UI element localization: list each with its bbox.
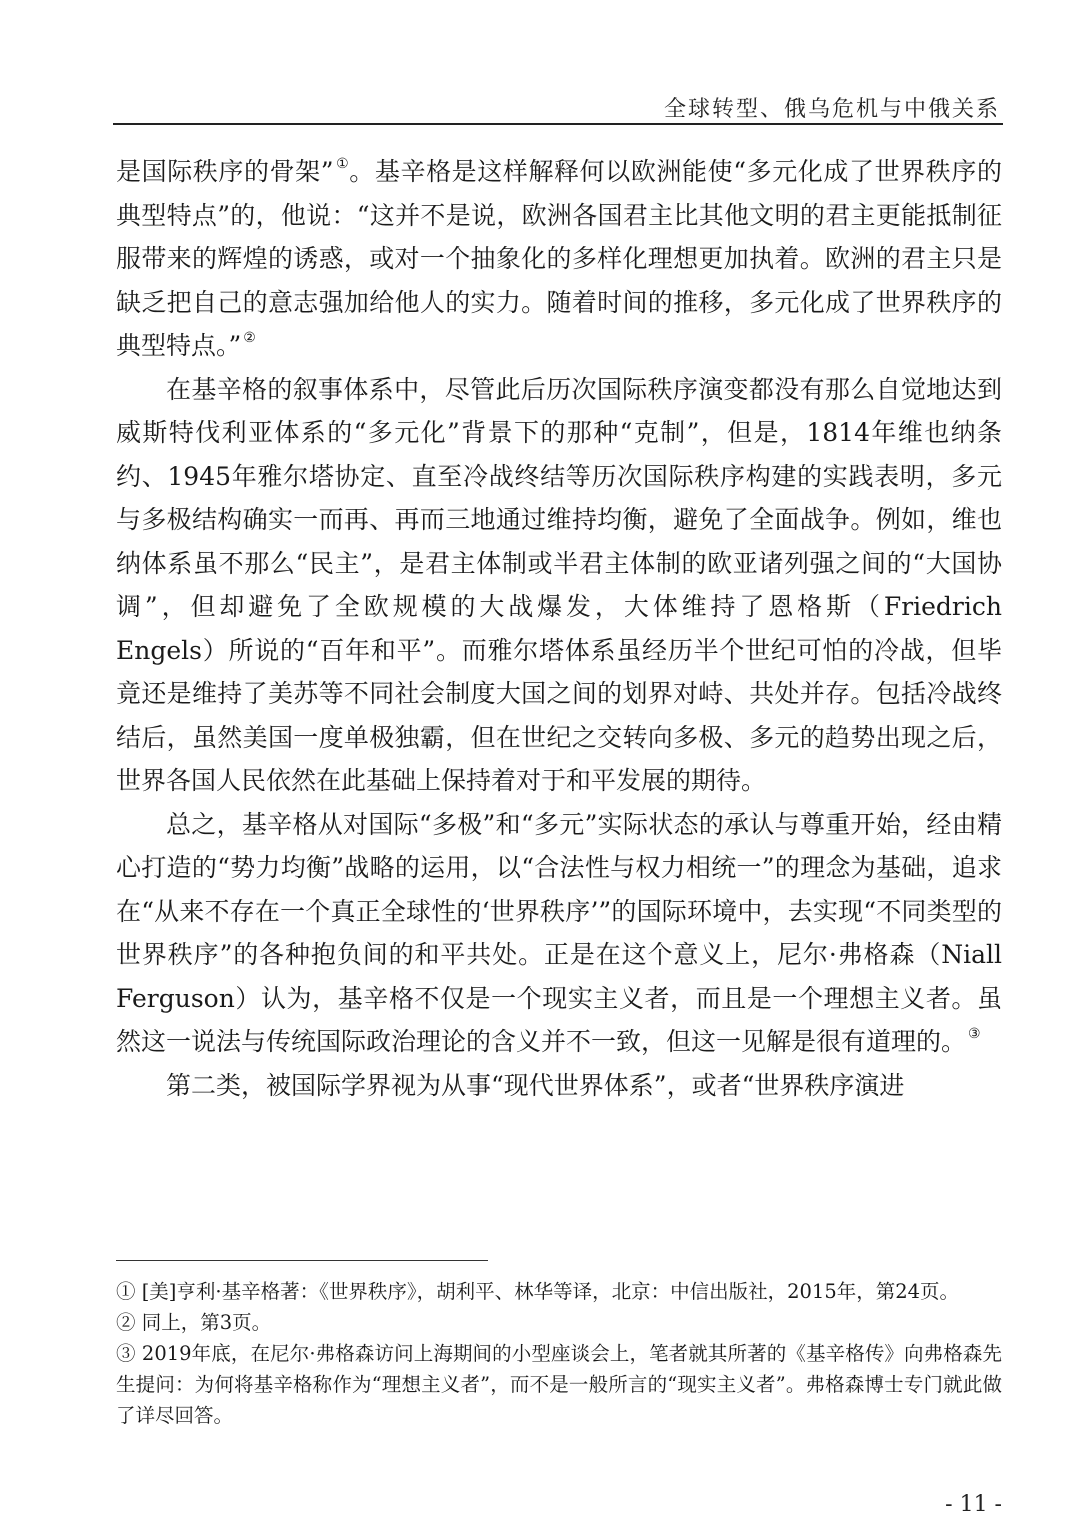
page-number: - 11 - bbox=[945, 1492, 1002, 1517]
footnotes bbox=[116, 1276, 1002, 1431]
running-head: 全球转型、俄乌危机与中俄关系 bbox=[663, 97, 1000, 122]
body-text bbox=[116, 150, 1002, 1107]
footnote-rule bbox=[116, 1260, 488, 1261]
footnote-marker[interactable]: ① bbox=[335, 156, 350, 172]
body-paragraph bbox=[116, 150, 1002, 368]
paragraph-text: 第二类，被国际学界视为从事“现代世界体系”，或者“世界秩序演进 bbox=[166, 1070, 905, 1100]
footnote-marker[interactable]: ③ bbox=[968, 1026, 981, 1042]
footnote: ① [美]亨利·基辛格著：《世界秩序》，胡利平、林华等译，北京：中信出版社，2015年，第24页。 bbox=[116, 1280, 960, 1303]
header-rule bbox=[113, 123, 1003, 125]
footnote: ③ 2019年底，在尼尔·弗格森访问上海期间的小型座谈会上，笔者就其所著的《基辛格传》向弗格森先生提问：为何将基辛格称作为“理想主义者”，而不是一般所言的“现实主义者”。弗格森博士专门就此做了详尽回答。 bbox=[116, 1342, 1002, 1427]
paragraph-text: 总之，基辛格从对国际“多极”和“多元”实际状态的承认与尊重开始，经由精心打造的“势力均衡”战略的运用，以“合法性与权力相统一”的理念为基础，追求在“从来不存在一个真正全球性的‘世界秩序’”的国际环境中，去实现“不同类型的世界秩序”的各种抱负间的和平共处。正是在这个意义上，尼尔·弗格森（Niall Ferguson）认为，基辛格不仅是一个现实主义者，而且是一个理想主义者。虽然这一说法与传统国际政治理论的含义并不一致，但这一见解是很有道理的。 bbox=[116, 809, 1002, 1056]
body-paragraph bbox=[116, 803, 1002, 1064]
paragraph-text: 是国际秩序的骨架” bbox=[116, 157, 334, 186]
footnote: ② 同上，第3页。 bbox=[116, 1311, 272, 1334]
paragraph-text: 在基辛格的叙事体系中，尽管此后历次国际秩序演变都没有那么自觉地达到威斯特伐利亚体系的“多元化”背景下的那种“克制”，但是，1814年维也纳条约、1945年雅尔塔协定、直至冷战终结等历次国际秩序构建的实践表明，多元与多极结构确实一而再、再而三地通过维持均衡，避免了全面战争。例如，维也纳体系虽不那么“民主”，是君主体制或半君主体制的欧亚诸列强之间的“大国协调”，但却避免了全欧规模的大战爆发，大体维持了恩格斯（Friedrich Engels）所说的“百年和平”。而雅尔塔体系虽经历半个世纪可怕的冷战，但毕竟还是维持了美苏等不同社会制度大国之间的划界对峙、共处并存。包括冷战终结后，虽然美国一度单极独霸，但在世纪之交转向多极、多元的趋势出现之后，世界各国人民依然在此基础上保持着对于和平发展的期待。 bbox=[116, 374, 1002, 795]
footnote-marker[interactable]: ② bbox=[243, 330, 256, 346]
body-paragraph bbox=[116, 368, 1002, 803]
paragraph-text: 。基辛格是这样解释何以欧洲能使“多元化成了世界秩序的典型特点”的，他说：“这并不是说，欧洲各国君主比其他文明的君主更能抵制征服带来的辉煌的诱惑，或对一个抽象化的多样化理想更加执着。欧洲的君主只是缺乏把自己的意志强加给他人的实力。随着时间的推移，多元化成了世界秩序的典型特点。” bbox=[116, 157, 1002, 360]
body-paragraph bbox=[116, 1064, 1002, 1108]
